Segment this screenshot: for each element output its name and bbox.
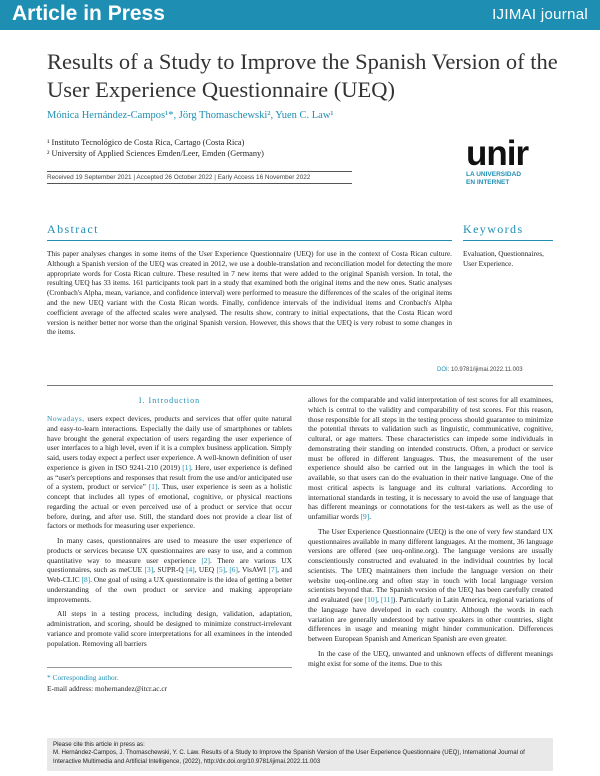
publication-dates: Received 19 September 2021 | Accepted 26 October 2022 | Early Access 16 November 2022 bbox=[47, 171, 352, 184]
keywords-heading: Keywords bbox=[463, 222, 553, 241]
intro-p2-text-c: , SUPR-Q bbox=[153, 565, 184, 575]
intro-paragraph-1 bbox=[47, 414, 292, 531]
intro-p2-text-a: In many cases, questionnaires are used to measure the user experience of products or services because UX questionnaires are easy to use, and a common quantitative way to measure user experience bbox=[47, 536, 292, 565]
footnote bbox=[47, 672, 292, 694]
footnote-divider bbox=[47, 667, 292, 668]
introduction-heading: I. Introduction bbox=[138, 396, 201, 405]
intro-p4-text: allows for the comparable and valid interpretation of test scores for all examinees, which is central to the validity and comparability of test scores. For this reason, those responsible for all steps in the testing process should guarantee to minimize the potential threats to validation such as linguistic, communicative, cognitive, cultural, or age matters. These characteristics can impede some individuals in demonstrating their standing on intended constructs. Often, a product or service must be offered in different languages. Thus, the measurement of the user experience should also be carried out in the languages in which the tool is available, so that users can do the evaluation in their native language. One of the most critical aspects is language and its cultural variations. According to international standards in testing, it is necessary to avoid the use of language that has different meanings or connotations for the test-takers as well as the use of unfamiliar words bbox=[308, 395, 553, 521]
citation-text: M. Hernández-Campos, J. Thomaschewski, Y. C. Law. Results of a Study to Improve the Spanish Version of the User Experience Questionnaire (UEQ), International Journal of Interactive Multimedia and Artificial Intelligence, (2022), http://dx.doi.org/10.9781/ijimai.2022.11.003 bbox=[53, 749, 525, 765]
ref-2[interactable]: [2] bbox=[201, 555, 210, 565]
intro-paragraph-6: In the case of the UEQ, unwanted and unknown effects of different meanings might exist for some of the items. Due to this bbox=[308, 648, 553, 668]
ref-9[interactable]: [9] bbox=[360, 512, 370, 521]
ref-4[interactable]: [4] bbox=[186, 565, 195, 575]
doi-line bbox=[437, 367, 523, 373]
ref-3[interactable]: [3] bbox=[144, 565, 154, 575]
intro-p2-text-b: . There are various UX questionnaires, such as meCUE bbox=[47, 555, 292, 575]
intro-p1-text-b: . Here, user experience is defined as “user's perceptions and responses that result from the use and/or anticipated use of a system, product or service” bbox=[47, 462, 292, 492]
affiliation-2: ² University of Applied Sciences Emden/Leer, Emden (Germany) bbox=[47, 149, 264, 158]
ref-10[interactable]: [10] bbox=[364, 595, 378, 604]
intro-paragraph-5: The User Experience Questionnaire (UEQ) is the one of very few standard UX questionnaires available in many different languages. At the moment, 36 language versions are offered (see ueq-online.org). The language versions are usually conscientiously constructed and evaluated in the individual countries by local scientists. The UEQ maintainers then include the language version on their website ueq-online.org and often stay in touch with local language version scientists beyond that. The Spanish version of the UEQ has been carefully created and evaluated (see [10], [11]). Particularly in Latin America, regional variations of the language have developed in each country. Although the words in each variation are generally understood by native speakers in other countries, slight differences in usage and meaning might hinder communication. Differences between European Spanish and American Spanish are even greater. bbox=[308, 526, 553, 643]
left-column bbox=[47, 414, 292, 648]
abstract-text: This paper analyses changes in some items of the User Experience Questionnaire (UEQ) for use in the context of Costa Rican culture. Although a Spanish version of the UEQ was created in 2012, we use a double-translation and reconciliation model for detecting the more appropriate words for Costa Rican culture. These resulted in 7 new items that were added to the original Spanish version. In total, the resulting UEQ has 33 items. 161 participants took part in a study that examined both the original items and the new ones. Static analyses (Cronbach's Alpha, mean, variance, and confidence interval) were performed to measure the differences of the scales of the original items and the new UEQ variant with the Costa Rican words. Finally, confidence intervals of the individual items and Cronbach's Alpha coefficient average of the affected scales were analysed. The results show, contrary to initial expectations, that the Costa Rican word version is neither better nor worse than the original Spanish version. However, this shows that the UEQ is very robust to some changes in the items. bbox=[47, 249, 452, 337]
ref-1[interactable]: [1] bbox=[182, 462, 191, 472]
right-column bbox=[308, 395, 553, 668]
logo-line-2: EN INTERNET bbox=[466, 178, 510, 186]
logo-wordmark: unir bbox=[466, 134, 529, 173]
intro-p2-text-d: , UEQ bbox=[194, 565, 215, 575]
citation-heading: Please cite this article in press as: bbox=[53, 741, 145, 748]
intro-p2-text-g: . One goal of using a UX questionnaire is the idea of getting a better understanding of the own product or service and making appropriate improvements. bbox=[47, 575, 292, 604]
intro-p1-text-c: . Thus, user experience is seen as a holistic concept that includes all types of emotional, cognitive, or physical reactions regarding the actual or even perceived use of a product or service that occur before, during, and after use. Still, the standard does not provide a clear list of factors or methods for measuring user experience. bbox=[47, 482, 292, 531]
intro-paragraph-3: All steps in a testing process, including design, validation, adaptation, administration, and scoring, should be designed to minimize construct-irrelevant variance and promote valid score interpretations for all examinees in the intended population. Removing all barriers bbox=[47, 609, 292, 648]
ref-7[interactable]: [7] bbox=[268, 565, 278, 575]
citation-box bbox=[47, 738, 553, 771]
journal-name: IJIMAI journal bbox=[492, 6, 588, 23]
ref-8[interactable]: [8] bbox=[81, 575, 91, 584]
paper-title: Results of a Study to Improve the Spanish Version of the User Experience Questionnaire (UEQ) bbox=[47, 49, 558, 102]
ref-11[interactable]: [11] bbox=[380, 595, 393, 604]
ref-6[interactable]: [6] bbox=[229, 565, 238, 575]
article-in-press-banner bbox=[0, 0, 600, 30]
article-in-press-label: Article in Press bbox=[12, 2, 165, 25]
intro-paragraph-2: In many cases, questionnaires are used to measure the user experience of products or services because UX questionnaires are easy to use, and a common quantitative way to measure user experience [2]. There are various UX questionnaires, such as meCUE [3], SUPR-Q [4], UEQ [5], [6], VisAWI [7], and Web-CLIC [8]. One goal of using a UX questionnaire is the idea of getting a better understanding of the own product or service and making appropriate improvements. bbox=[47, 536, 292, 604]
intro-paragraph-4: allows for the comparable and valid interpretation of test scores for all examinees, which is central to the validity and comparability of test scores. For this reason, those responsible for all steps in the testing process should guarantee to minimize the potential threats to validation such as linguistic, communicative, cognitive, cultural, or age matters. These characteristics can impede some individuals in demonstrating their standing on intended constructs. Often, a product or service must be offered in different languages. Thus, the measurement of the user experience should also be carried out in the languages in which the tool is available, so that users can do the evaluation in their native language. One of the most critical aspects is language and its cultural variations. According to international standards in testing, it is necessary to avoid the use of language that has different meanings or connotations for the test-takers as well as the use of unfamiliar words [9]. bbox=[308, 395, 553, 521]
ref-1b[interactable]: [1] bbox=[148, 482, 158, 492]
intro-p2-text-f: , and Web-CLIC bbox=[47, 565, 292, 584]
author-list: Mónica Hernández-Campos¹*, Jörg Thomaschewski², Yuen C. Law¹ bbox=[47, 110, 334, 121]
intro-p1-text-a: users expect devices, products and services that offer quite natural and easy-to-learn interactions. Especially the daily use of smartphones or tablets have brought the general expectation of users regarding the user experience of user interfaces to a high level, even if it is a complex business application. Simply said, users today expect a perfect user experience. A well-known definition of user experience is given in ISO 9241-210 (2019) bbox=[47, 414, 292, 472]
unir-logo bbox=[466, 134, 529, 186]
ref-5[interactable]: [5] bbox=[216, 565, 226, 575]
corresponding-email[interactable]: E-mail address: mohernandez@itcr.ac.cr bbox=[47, 684, 168, 693]
doi-value[interactable]: 10.9781/ijimai.2022.11.003 bbox=[451, 367, 523, 373]
dropcap-word: Nowadays, bbox=[47, 414, 85, 423]
section-divider bbox=[47, 385, 553, 386]
logo-line-1: LA UNIVERSIDAD bbox=[466, 171, 522, 178]
doi-tag: DOI: bbox=[437, 367, 450, 373]
keywords-text: Evaluation, Questionnaires, User Experience. bbox=[463, 249, 544, 268]
intro-p5-text-a: The User Experience Questionnaire (UEQ) is the one of very few standard UX questionnaires available in many different languages. At the moment, 36 language versions are offered (see ueq-online.org). The language versions are usually conscientiously constructed and evaluated in the individual countries by local scientists. The UEQ maintainers then include the language version on their website ueq-online.org and often stay in touch with local language version scientists beyond that. The Spanish version of the UEQ has been carefully created and evaluated (see bbox=[308, 526, 553, 604]
intro-p2-text-e: , VisAWI bbox=[237, 565, 267, 575]
affiliation-1: ¹ Instituto Tecnológico de Costa Rica, Cartago (Costa Rica) bbox=[47, 138, 245, 147]
corresponding-author-note: * Corresponding author. bbox=[47, 673, 119, 682]
abstract-heading: Abstract bbox=[47, 222, 452, 241]
intro-p5-text-b: ). Particularly in Latin America, regional variations of the language have developed in each country. Although the words in each variation are generally understood by native speakers in other countries, slight differences in usage and meaning might hinder communication. Differences between European Spanish and American Spanish are even greater. bbox=[308, 595, 553, 643]
